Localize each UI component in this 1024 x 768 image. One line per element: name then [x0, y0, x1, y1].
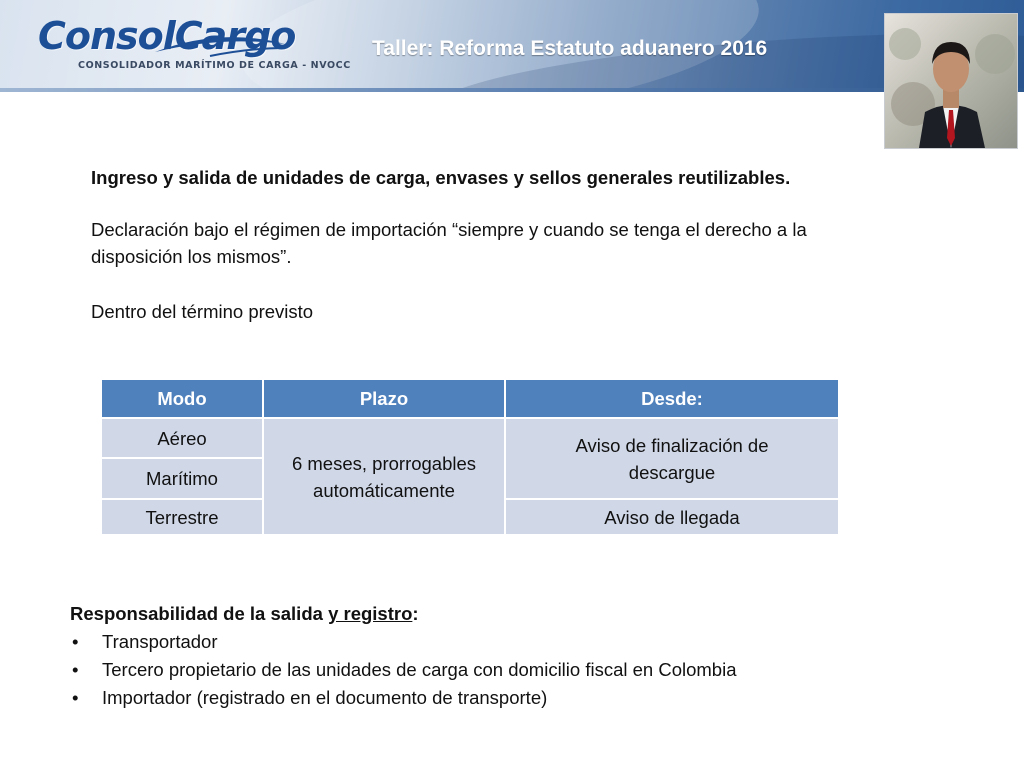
- table-row: [101, 418, 839, 458]
- term-paragraph: Dentro del término previsto: [91, 301, 314, 322]
- modes-table: [100, 378, 840, 536]
- plazo-text: 6 meses, prorrogables automáticamente: [291, 452, 477, 501]
- logo-swoosh-icon: [150, 22, 290, 62]
- list-item-text: Transportador: [102, 631, 218, 652]
- cell-mode-terrestre: Terrestre: [101, 499, 263, 535]
- responsibility-title-prefix: Responsabilidad de la salida: [70, 603, 329, 624]
- bullet-icon: •: [72, 631, 79, 652]
- intro-paragraph: Ingreso y salida de unidades de carga, envases y sellos generales reutilizables.: [91, 167, 791, 188]
- column-header-desde: Desde:: [505, 379, 839, 418]
- list-item: [70, 684, 736, 712]
- table-header-row: [101, 379, 839, 418]
- cell-mode-aereo: Aéreo: [101, 418, 263, 458]
- logo-wordmark: ConsolCargo: [38, 14, 296, 58]
- responsibility-list: [70, 628, 736, 712]
- list-item-text: Tercero propietario de las unidades de carga con domicilio fiscal en Colombia: [102, 659, 737, 680]
- cell-desde-aviso-llegada: Aviso de llegada: [505, 499, 839, 535]
- cell-mode-maritimo: Marítimo: [101, 458, 263, 499]
- cell-desde-aviso-finalizacion: [505, 418, 839, 499]
- declaration-paragraph: Declaración bajo el régimen de importación “siempre y cuando se tenga el derecho a la disposición los mismos”.: [91, 219, 807, 267]
- slide-header: [0, 0, 1024, 92]
- speaker-photo: [884, 13, 1018, 149]
- cell-plazo: [263, 418, 505, 535]
- desde-finalizacion-text: Aviso de finalización de descargue: [575, 434, 769, 483]
- list-item: [70, 656, 736, 684]
- responsibility-title: [70, 600, 736, 628]
- header-divider: [0, 88, 1024, 92]
- bullet-icon: •: [72, 687, 79, 708]
- logo-subtitle: CONSOLIDADOR MARÍTIMO DE CARGA - NVOCC: [78, 60, 351, 71]
- responsibility-title-underlined: y registro: [328, 603, 413, 624]
- column-header-modo: Modo: [101, 379, 263, 418]
- bullet-icon: •: [72, 659, 79, 680]
- responsibility-title-suffix: :: [412, 603, 419, 624]
- list-item: [70, 628, 736, 656]
- responsibility-section: [70, 600, 736, 712]
- slide-title: Taller: Reforma Estatuto aduanero 2016: [372, 37, 768, 60]
- list-item-text: Importador (registrado en el documento de transporte): [102, 687, 548, 708]
- column-header-plazo: Plazo: [263, 379, 505, 418]
